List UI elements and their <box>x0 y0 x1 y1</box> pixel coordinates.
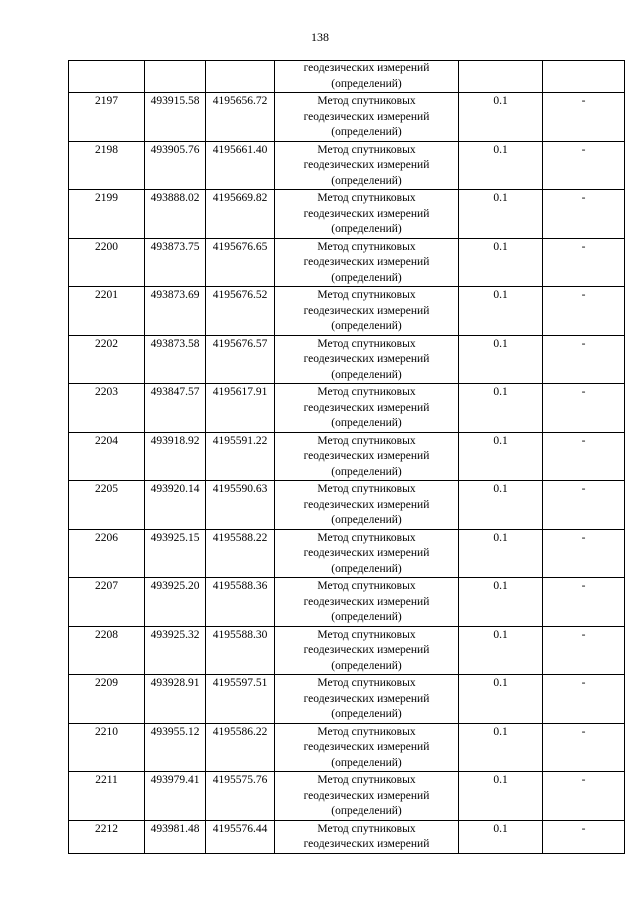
method-line: (определений) <box>331 271 402 284</box>
point-id-cell: 2212 <box>69 820 145 853</box>
y-coordinate-cell: 4195597.51 <box>206 675 275 724</box>
precision-cell: 0.1 <box>459 93 543 142</box>
method-line: геодезических измерений <box>303 595 430 608</box>
note-cell: - <box>543 384 625 433</box>
method-cell <box>275 820 459 853</box>
method-line: (определений) <box>331 805 402 817</box>
precision-cell: 0.1 <box>459 335 543 384</box>
point-id-cell: 2198 <box>69 141 145 190</box>
method-cell <box>275 238 459 287</box>
method-line: (определений) <box>331 126 402 138</box>
method-cell <box>275 529 459 578</box>
precision-cell: 0.1 <box>459 384 543 433</box>
precision-cell: 0.1 <box>459 432 543 481</box>
method-cell <box>275 335 459 384</box>
method-line: геодезических измерений <box>303 353 430 365</box>
method-cell <box>275 723 459 772</box>
table-row <box>69 772 625 821</box>
method-cell <box>275 578 459 627</box>
y-coordinate-cell: 4195669.82 <box>206 190 275 239</box>
x-coordinate-cell: 493920.14 <box>145 481 206 530</box>
note-cell: - <box>543 287 625 336</box>
method-cell <box>275 141 459 190</box>
method-line: Метод спутниковых <box>317 580 416 592</box>
method-line: геодезических измерений <box>303 110 430 123</box>
point-id-cell: 2208 <box>69 626 145 675</box>
y-coordinate-cell: 4195656.72 <box>206 93 275 142</box>
method-line: Метод спутниковых <box>317 434 416 447</box>
x-coordinate-cell: 493925.20 <box>145 578 206 627</box>
continuation-note-cell <box>543 61 625 93</box>
table-row <box>69 529 625 578</box>
method-line: геодезических измерений <box>303 159 430 171</box>
note-cell: - <box>543 93 625 142</box>
note-cell: - <box>543 820 625 853</box>
x-coordinate-cell: 493873.75 <box>145 238 206 287</box>
method-line: Метод спутниковых <box>317 289 416 301</box>
point-id-cell: 2197 <box>69 93 145 142</box>
method-line: геодезических измерений <box>303 741 430 753</box>
point-id-cell: 2210 <box>69 723 145 772</box>
method-line: геодезических измерений <box>303 450 430 462</box>
method-line: геодезических измерений <box>303 789 430 802</box>
y-coordinate-cell: 4195661.40 <box>206 141 275 190</box>
y-coordinate-cell: 4195575.76 <box>206 772 275 821</box>
method-line: Метод спутниковых <box>317 483 416 495</box>
page-number: 138 <box>311 30 329 44</box>
method-line: геодезических измерений <box>303 401 430 414</box>
method-cell <box>275 675 459 724</box>
precision-cell: 0.1 <box>459 238 543 287</box>
x-coordinate-cell: 493873.58 <box>145 335 206 384</box>
note-cell: - <box>543 335 625 384</box>
x-coordinate-cell: 493928.91 <box>145 675 206 724</box>
x-coordinate-cell: 493925.15 <box>145 529 206 578</box>
point-id-cell: 2199 <box>69 190 145 239</box>
x-coordinate-cell: 493915.58 <box>145 93 206 142</box>
y-coordinate-cell: 4195576.44 <box>206 820 275 853</box>
point-id-cell: 2207 <box>69 578 145 627</box>
precision-cell: 0.1 <box>459 820 543 853</box>
method-line: (определений) <box>331 562 402 575</box>
precision-cell: 0.1 <box>459 141 543 190</box>
method-line: Метод спутниковых <box>317 628 416 641</box>
x-coordinate-cell: 493925.32 <box>145 626 206 675</box>
x-coordinate-cell: 493918.92 <box>145 432 206 481</box>
method-line: геодезических измерений <box>303 304 430 317</box>
method-line: Метод спутниковых <box>317 531 416 544</box>
precision-cell: 0.1 <box>459 772 543 821</box>
continuation-id-cell <box>69 61 145 93</box>
method-cell <box>275 481 459 530</box>
method-line: Метод спутниковых <box>317 143 416 156</box>
table-row <box>69 238 625 287</box>
y-coordinate-cell: 4195617.91 <box>206 384 275 433</box>
y-coordinate-cell: 4195676.65 <box>206 238 275 287</box>
table-row <box>69 432 625 481</box>
method-cell <box>275 626 459 675</box>
note-cell: - <box>543 723 625 772</box>
method-line: геодезических измерений <box>303 692 430 705</box>
x-coordinate-cell: 493955.12 <box>145 723 206 772</box>
method-line: (определений) <box>331 320 402 332</box>
note-cell: - <box>543 675 625 724</box>
table-row <box>69 675 625 724</box>
method-cell <box>275 772 459 821</box>
method-cell <box>275 384 459 433</box>
y-coordinate-cell: 4195588.36 <box>206 578 275 627</box>
method-line: (определений) <box>331 514 402 526</box>
method-line: (определений) <box>331 223 402 235</box>
table-row <box>69 723 625 772</box>
y-coordinate-cell: 4195586.22 <box>206 723 275 772</box>
continuation-row <box>69 61 625 93</box>
method-line: геодезических измерений <box>303 547 430 559</box>
method-line: (определений) <box>331 465 402 478</box>
note-cell: - <box>543 141 625 190</box>
precision-cell: 0.1 <box>459 481 543 530</box>
point-id-cell: 2200 <box>69 238 145 287</box>
method-line: геодезических измерений <box>303 498 430 511</box>
table-row <box>69 190 625 239</box>
table-row <box>69 335 625 384</box>
precision-cell: 0.1 <box>459 190 543 239</box>
precision-cell: 0.1 <box>459 626 543 675</box>
method-line: Метод спутниковых <box>317 386 416 398</box>
method-line: (определений) <box>331 659 402 672</box>
method-line: Метод спутниковых <box>317 95 416 107</box>
point-id-cell: 2205 <box>69 481 145 530</box>
note-cell: - <box>543 772 625 821</box>
precision-cell: 0.1 <box>459 529 543 578</box>
method-line: геодезических измерений <box>303 62 430 74</box>
x-coordinate-cell: 493905.76 <box>145 141 206 190</box>
x-coordinate-cell: 493847.57 <box>145 384 206 433</box>
method-line: Метод спутниковых <box>317 337 416 350</box>
note-cell: - <box>543 238 625 287</box>
y-coordinate-cell: 4195588.30 <box>206 626 275 675</box>
y-coordinate-cell: 4195676.52 <box>206 287 275 336</box>
table-row <box>69 287 625 336</box>
continuation-y-cell <box>206 61 275 93</box>
method-line: (определений) <box>331 174 402 187</box>
y-coordinate-cell: 4195591.22 <box>206 432 275 481</box>
method-line: Метод спутниковых <box>317 677 416 689</box>
x-coordinate-cell: 493981.48 <box>145 820 206 853</box>
method-line: Метод спутниковых <box>317 725 416 738</box>
precision-cell: 0.1 <box>459 287 543 336</box>
point-id-cell: 2203 <box>69 384 145 433</box>
point-id-cell: 2211 <box>69 772 145 821</box>
point-id-cell: 2206 <box>69 529 145 578</box>
point-id-cell: 2204 <box>69 432 145 481</box>
method-line: (определений) <box>331 756 402 769</box>
point-id-cell: 2202 <box>69 335 145 384</box>
continuation-x-cell <box>145 61 206 93</box>
table-row <box>69 141 625 190</box>
y-coordinate-cell: 4195676.57 <box>206 335 275 384</box>
point-id-cell: 2209 <box>69 675 145 724</box>
note-cell: - <box>543 432 625 481</box>
method-line: (определений) <box>331 708 402 720</box>
method-cell <box>275 93 459 142</box>
note-cell: - <box>543 529 625 578</box>
x-coordinate-cell: 493888.02 <box>145 190 206 239</box>
coordinates-table-body <box>69 61 625 854</box>
x-coordinate-cell: 493873.69 <box>145 287 206 336</box>
note-cell: - <box>543 578 625 627</box>
continuation-precision-cell <box>459 61 543 93</box>
method-line: (определений) <box>331 368 402 381</box>
note-cell: - <box>543 626 625 675</box>
table-row <box>69 820 625 853</box>
method-line: (определений) <box>331 611 402 623</box>
note-cell: - <box>543 190 625 239</box>
table-row <box>69 384 625 433</box>
table-row <box>69 626 625 675</box>
table-row <box>69 93 625 142</box>
method-line: (определений) <box>331 77 402 90</box>
continuation-method-cell <box>275 61 459 93</box>
method-line: Метод спутниковых <box>317 774 416 786</box>
y-coordinate-cell: 4195588.22 <box>206 529 275 578</box>
precision-cell: 0.1 <box>459 578 543 627</box>
table-row <box>69 578 625 627</box>
method-cell <box>275 287 459 336</box>
coordinates-table <box>68 60 625 854</box>
y-coordinate-cell: 4195590.63 <box>206 481 275 530</box>
note-cell: - <box>543 481 625 530</box>
method-line: геодезических измерений <box>303 644 430 656</box>
method-cell <box>275 190 459 239</box>
table-row <box>69 481 625 530</box>
method-line: Метод спутниковых <box>317 192 416 204</box>
precision-cell: 0.1 <box>459 675 543 724</box>
method-line: Метод спутниковых <box>317 240 416 253</box>
method-line: Метод спутниковых <box>317 822 416 835</box>
method-line: (определений) <box>331 417 402 429</box>
point-id-cell: 2201 <box>69 287 145 336</box>
method-line: геодезических измерений <box>303 207 430 220</box>
precision-cell: 0.1 <box>459 723 543 772</box>
method-line: геодезических измерений <box>303 838 430 850</box>
method-cell <box>275 432 459 481</box>
method-line: геодезических измерений <box>303 256 430 268</box>
x-coordinate-cell: 493979.41 <box>145 772 206 821</box>
